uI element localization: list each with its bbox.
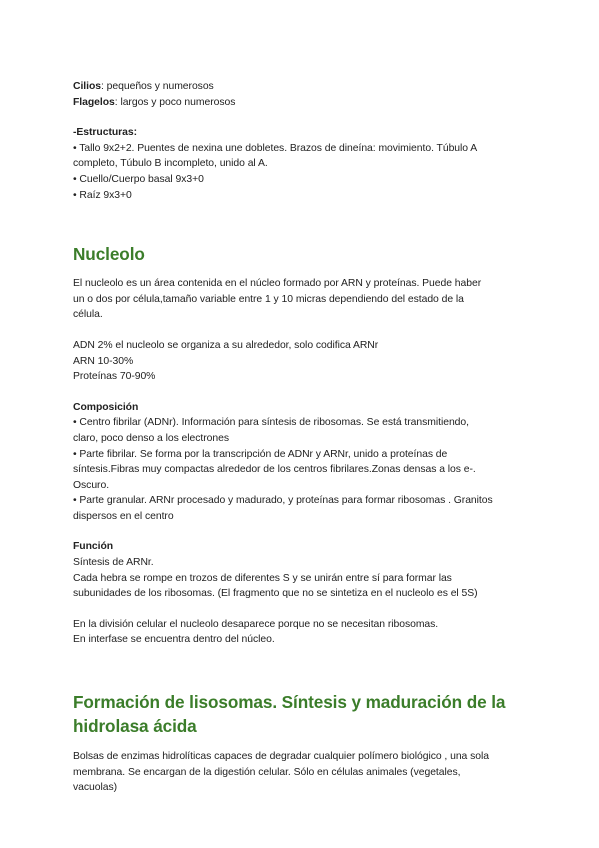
composicion-line: • Parte granular. ARNr procesado y madurado, y proteínas para formar ribosomas . Granitos — [73, 495, 493, 507]
composicion-line: • Centro fibrilar (ADNr). Información para síntesis de ribosomas. Se está transmitiendo, — [73, 417, 469, 429]
spacer — [73, 738, 543, 749]
nucleolo-composition-line: Proteínas 70-90% — [73, 371, 156, 383]
estructuras-line: completo, Túbulo B incompleto, unido al A. — [73, 158, 268, 170]
section-title-nucleolo: Nucleolo — [73, 244, 145, 265]
composicion-line: • Parte fibrilar. Se forma por la transcripción de ADNr y ARNr, unido a proteínas de — [73, 448, 448, 460]
estructuras-line: • Cuello/Cuerpo basal 9x3+0 — [73, 173, 204, 185]
lisosomas-line: vacuolas) — [73, 782, 118, 794]
division-line: En interfase se encuentra dentro del núcleo. — [73, 634, 275, 646]
funcion-heading: Función — [73, 541, 114, 553]
flagelos-text: : largos y poco numerosos — [114, 96, 236, 108]
spacer — [73, 602, 543, 617]
spacer — [73, 323, 543, 338]
composicion-line: Oscuro. — [73, 479, 110, 491]
nucleolo-intro-line: un o dos por célula,tamaño variable entre 1 y 10 micras dependiendo del estado de la — [73, 293, 464, 305]
cilios-line — [73, 79, 543, 95]
nucleolo-intro-line: El nucleolo es un área contenida en el núcleo formado por ARN y proteínas. Puede haber — [73, 278, 482, 290]
lisosomas-title-line-1: Formación de lisosomas. Síntesis y maduración de la — [73, 692, 506, 713]
funcion-line: Síntesis de ARNr. — [73, 557, 154, 569]
spacer — [73, 648, 543, 690]
lisosomas-line: membrana. Se encargan de la digestión celular. Sólo en células animales (vegetales, — [73, 766, 461, 778]
estructuras-line: • Raíz 9x3+0 — [73, 189, 132, 201]
page-content — [73, 79, 543, 796]
cilios-term: Cilios — [73, 81, 101, 92]
division-line: En la división celular el nucleolo desaparece porque no se necesitan ribosomas. — [73, 618, 439, 630]
composicion-line: síntesis.Fibras muy compactas alrededor de los centros fibrilares.Zonas densas a los e-. — [73, 464, 476, 476]
spacer — [73, 110, 543, 125]
composicion-line: dispersos en el centro — [73, 510, 174, 522]
flagelos-term: Flagelos — [73, 96, 115, 108]
funcion-line: subunidades de los ribosomas. (El fragmento que no se sintetiza en el nucleolo es el 5S) — [73, 588, 478, 600]
funcion-line: Cada hebra se rompe en trozos de diferentes S y se unirán entre sí para formar las — [73, 572, 452, 584]
lisosomas-title-line-2: hidrolasa ácida — [73, 716, 197, 737]
composicion-heading: Composición — [73, 401, 139, 413]
nucleolo-composition-line: ARN 10-30% — [73, 355, 134, 367]
estructuras-heading: -Estructuras: — [73, 127, 138, 139]
spacer — [73, 524, 543, 539]
spacer — [73, 385, 543, 400]
nucleolo-composition-line: ADN 2% el nucleolo se organiza a su alrededor, solo codifica ARNr — [73, 339, 379, 351]
composicion-line: claro, poco denso a los electrones — [73, 432, 229, 444]
lisosomas-line: Bolsas de enzimas hidrolíticas capaces de degradar cualquier polímero biológico , una sola — [73, 751, 489, 763]
nucleolo-intro-line: célula. — [73, 309, 103, 321]
section-title-lisosomas — [73, 690, 543, 738]
cilios-text: : pequeños y numerosos — [101, 81, 214, 92]
flagelos-line — [73, 95, 543, 111]
spacer — [73, 265, 543, 276]
estructuras-line: • Tallo 9x2+2. Puentes de nexina une dobletes. Brazos de dineína: movimiento. Túbulo A — [73, 142, 478, 154]
spacer — [73, 203, 543, 243]
